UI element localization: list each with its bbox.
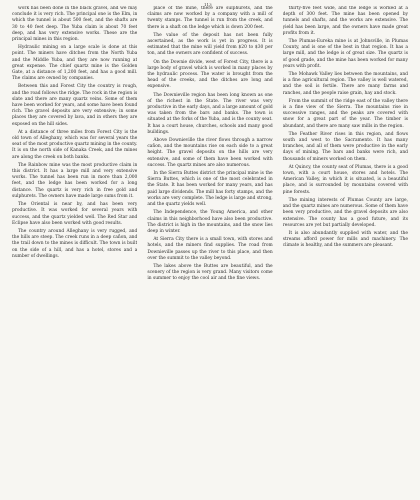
page-number: 113: [204, 2, 212, 7]
paragraph: The mining interests of Plumas County are large, and the quartz mines are numerous. Some of them have been very productive, and the gravel deposits are also extensive. The county has a good future, and its resources are yet but partially developed.: [282, 197, 408, 228]
paragraph: In the Sierra Buttes district the principal mine is the Sierra Buttes, which is one of the most celebrated in the State. It has been worked for many years, and has paid large dividends. The mill has forty stamps, and the works are very complete. The ledge is large and strong, and the quartz yields well.: [147, 171, 273, 208]
paragraph: The Downieville region has been long known as one of the richest in the State. The river was very productive in the early days, and a large amount of gold was taken from the bars and banks. The town is situated at the forks of the Yuba, and is the county seat. It has a court house, churches, schools and many good buildings.: [147, 92, 273, 135]
column-right: [283, 6, 408, 492]
paragraph: It is also abundantly supplied with water, and the streams afford power for mills and machinery. The climate is healthy, and the summers are pleasant.: [282, 230, 408, 249]
column-middle: [147, 6, 272, 492]
paragraph: At Quincy, the county seat of Plumas, there is a good town, with a court house, stores and hotels. The American Valley, in which it is situated, is a beautiful place, and is surrounded by mountains covered with pine forests.: [282, 164, 408, 195]
paragraph: Between this and Forest City the country is rough, and the road follows the ridge. The rock in the region is slate and there are many quartz veins. Some of them have been worked for years, and some have been found rich. The gravel deposits are very extensive; in some places they are covered by lava, and in others they are exposed on the hill sides.: [12, 84, 138, 127]
paragraph: The country around Alleghany is very rugged, and the hills are steep. The creek runs in a deep cañon, and the trail down to the mines is difficult. The town is built on the side of a hill, and has a hotel, stores and a number of dwellings.: [12, 228, 138, 259]
paragraph: From the summit of the ridge east of the valley there is a fine view of the Sierra. The mountains rise in successive ranges, and the peaks are covered with snow for a great part of the year. The timber is abundant, and there are many saw mills in the region.: [282, 98, 408, 129]
paragraph: work has been done in the black gravel, and we may conclude it is very rich. The principal one is the Elm, in which the tunnel is about 500 feet, and the shafts are 30 to 40 feet deep. The Yuba claim is about 70 feet deep, and has very extensive works. These are the principal mines in this region.: [12, 6, 138, 43]
column-left: [12, 6, 137, 492]
paragraph: thirty-five feet wide, and the ledge is worked at a depth of 300 feet. The mine has been opened by tunnels and shafts, and the works are extensive. The yield has been large, and the owners have made great profits from it.: [282, 6, 408, 36]
paragraph: The Oriental is near by, and has been very productive. It was worked for several years with success, and the quartz yielded well. The Red Star and Eclipse have also been worked with good results.: [12, 202, 138, 226]
paragraph: place of the mine, there are sulphurets, and the claims are now worked by a company with a mill of twenty stamps. The tunnel is run from the creek, and there is a shaft on the ledge which is down 200 feet.: [147, 6, 273, 30]
paragraph: At a distance of three miles from Forest City is the old town of Alleghany, which was for several years the seat of the most productive quartz mining in the county. It is on the north side of Kanaka Creek, and the mines are along the creek on both banks.: [12, 129, 138, 160]
text-columns: [12, 6, 408, 492]
paragraph: The Plumas-Eureka mine is at Johnsville, in Plumas County, and is one of the best in that region. It has a large mill, and the ledge is of great size. The quartz is of good grade, and the mine has been worked for many years with profit.: [282, 39, 408, 69]
paragraph: Above Downieville the river flows through a narrow cañon, and the mountains rise on each side to a great height. The gravel deposits on the hills are very extensive, and some of them have been worked with success. The quartz mines are also numerous.: [147, 138, 273, 168]
paragraph: The Mohawk Valley lies between the mountains, and is a fine agricultural region. The valley is well watered, and the soil is fertile. There are many farms and ranches, and the people raise grain, hay and stock.: [282, 72, 408, 96]
paragraph: The Independence, the Young America, and other claims in this neighborhood have also been productive. The district is high in the mountains, and the snow lies deep in winter.: [147, 210, 273, 234]
paragraph: At Sierra City there is a small town, with stores and hotels, and the miners find supplies. The road from Downieville passes up the river to this place, and then over the summit to the valley beyond.: [147, 237, 273, 261]
paragraph: The Rainbow mine was the most productive claim in this district. It has a large mill and very extensive works. The tunnel has been run in more than 2,000 feet, and the ledge has been worked for a long distance. The quartz is very rich in free gold and sulphurets. The owners have made large sums from it.: [12, 162, 138, 199]
paragraph: On the Downie divide, west of Forest City, there is a large body of gravel which is worked in many places by the hydraulic process. The water is brought from the head of the creeks, and the ditches are long and expensive.: [147, 59, 273, 90]
paragraph: The lakes above the Buttes are beautiful, and the scenery of the region is very grand. Many visitors come in summer to enjoy the cool air and the fine views.: [147, 263, 273, 282]
paragraph: Hydraulic mining on a large scale is done at this point. The miners have ditches from the North Yuba and the Middle Yuba, and they are now running at great expense. The chief quartz mine is the Golden Gate, at a distance of 1,200 feet, and has a good mill. The claims are owned by companies.: [12, 45, 138, 82]
paragraph: The value of the deposit has not been fully ascertained, as the work is yet in progress. It is estimated that the mine will yield from $20 to $30 per ton, and the owners are confident of success.: [147, 32, 273, 57]
paragraph: The Feather River rises in this region, and flows south and west to the Sacramento. It has many branches, and all of them were productive in the early days of mining. The bars and banks were rich, and thousands of miners worked on them.: [282, 131, 408, 162]
